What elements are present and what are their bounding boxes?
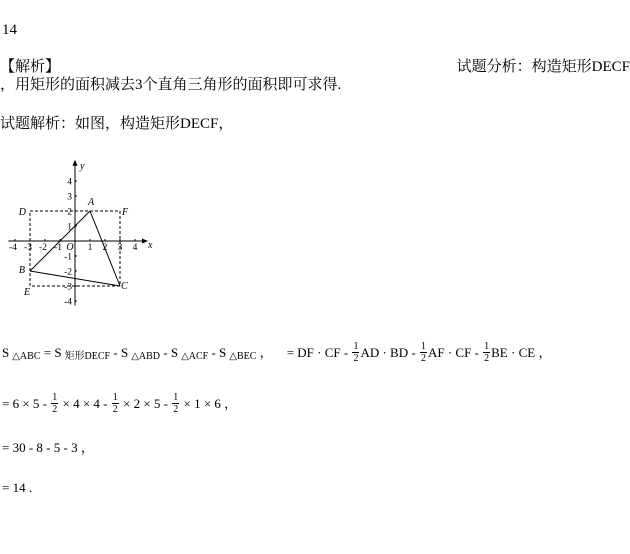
equation-line: [2, 433, 94, 461]
x-tick-label: 1: [87, 243, 93, 253]
y-tick-label: -2: [64, 267, 72, 278]
fraction: [483, 341, 490, 364]
equation-text: × 2 × 5 -: [119, 395, 172, 411]
equation-text: = 6 × 5 -: [2, 395, 51, 411]
y-tick-label: 1: [67, 222, 72, 233]
equation-text: ，: [256, 344, 273, 360]
point-label: A: [87, 197, 95, 208]
analysis-heading: 试题分析：构造矩形DECF: [456, 59, 630, 75]
fraction-numerator: 1: [353, 340, 359, 352]
equation-text: = 14 .: [2, 479, 33, 495]
question-number: 14: [2, 22, 17, 38]
equation-line: [2, 473, 32, 501]
x-tick-label: 4: [132, 243, 138, 253]
fraction-numerator: 1: [112, 391, 118, 403]
equation-text: = DF · CF -: [286, 344, 352, 360]
fraction-numerator: 1: [484, 340, 490, 352]
subscript: 矩形DECF: [64, 350, 111, 362]
fraction-numerator: 1: [173, 391, 179, 403]
equation-text: - S: [160, 344, 179, 360]
equation-segment: [2, 392, 237, 415]
equation-text: × 4 × 4 -: [59, 395, 111, 411]
subscript: △ABC: [12, 350, 41, 362]
fraction: [112, 392, 119, 415]
equation-line: [2, 389, 237, 417]
fraction-numerator: 1: [420, 340, 426, 352]
equation-text: = 30 - 8 - 5 - 3 ，: [2, 439, 94, 455]
subscript: △BEC: [229, 350, 257, 362]
fraction: [51, 392, 58, 415]
equation-text: × 1 × 6 ，: [180, 395, 238, 411]
fraction-denominator: 2: [420, 352, 426, 364]
y-tick-label: 3: [67, 192, 72, 203]
x-tick-label: -1: [54, 243, 62, 253]
fraction-denominator: 2: [52, 403, 58, 415]
point-label: E: [23, 287, 31, 298]
subscript: △ACF: [181, 350, 209, 362]
point-label: C: [121, 281, 128, 292]
y-tick-label: -3: [64, 282, 72, 293]
point-label: D: [18, 207, 26, 218]
x-tick-label: 3: [117, 243, 123, 253]
y-axis-arrow-icon: [73, 160, 78, 166]
x-tick-label: -4: [9, 243, 17, 253]
subscript: △ABD: [131, 350, 160, 362]
fraction-denominator: 2: [112, 403, 118, 415]
y-tick-label: -1: [64, 252, 72, 263]
coordinate-figure: [0, 155, 160, 310]
x-tick-label: -3: [24, 243, 32, 253]
x-tick-label: -2: [39, 243, 47, 253]
fraction-denominator: 2: [173, 403, 179, 415]
equation-text: S: [2, 344, 10, 360]
y-tick-label: 4: [67, 177, 72, 188]
fraction-numerator: 1: [52, 391, 58, 403]
equation-text: = S: [40, 344, 62, 360]
fraction: [352, 341, 359, 364]
point-label: F: [122, 207, 129, 218]
equation-segment: [2, 480, 32, 495]
equation-text: BE · CE ，: [491, 344, 552, 360]
analysis-text: ，用矩形的面积减去3个直角三角形的面积即可求得.: [0, 77, 342, 93]
equation-text: AD · BD -: [360, 344, 419, 360]
x-axis-label: x: [148, 240, 153, 251]
equation-segment: [287, 341, 552, 364]
fraction-denominator: 2: [484, 352, 490, 364]
fraction: [420, 341, 427, 364]
point-label: B: [18, 265, 25, 276]
equation-text: - S: [110, 344, 129, 360]
fraction-denominator: 2: [353, 352, 359, 364]
y-tick-label: 2: [67, 207, 72, 218]
equation-text: AF · CF -: [427, 344, 483, 360]
origin-label: O: [66, 242, 74, 253]
equation-line: [2, 338, 551, 366]
equation-text: - S: [208, 344, 227, 360]
fraction: [172, 392, 179, 415]
x-tick-label: 2: [102, 243, 108, 253]
equation-segment: [2, 345, 273, 360]
equation-segment: [2, 440, 94, 455]
analysis-label: 【解析】: [0, 59, 61, 75]
y-axis-label: y: [80, 160, 85, 172]
y-tick-label: -4: [64, 297, 72, 308]
solution-intro: 试题解析：如图，构造矩形DECF，: [0, 116, 234, 132]
